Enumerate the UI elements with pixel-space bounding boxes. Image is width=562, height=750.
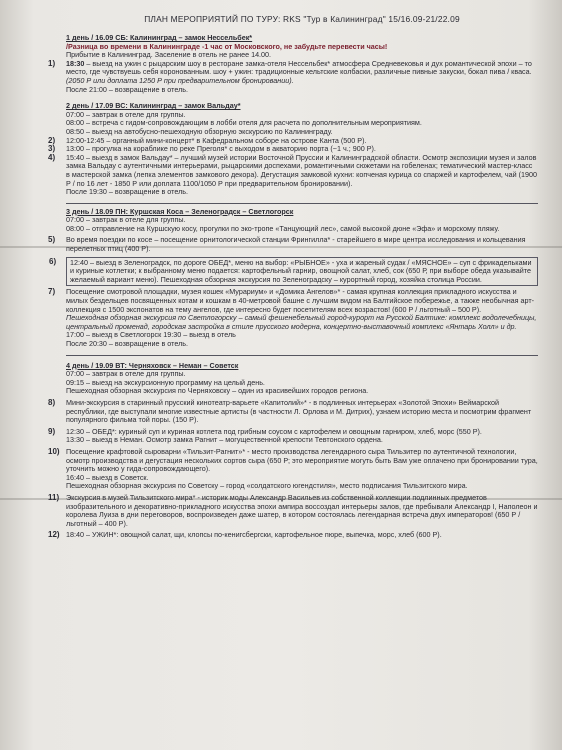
day4-item-12 <box>48 530 538 540</box>
item-number: 3) <box>48 144 56 154</box>
day3-line1: 07:00 – завтрак в отеле для группы. <box>66 215 186 225</box>
day4-neman: 13:30 – выезд в Неман. Осмотр замка Рагнит – могущественной крепости Тевтонского ордена. <box>66 435 383 445</box>
day3-item-5 <box>48 235 538 254</box>
item-text: Мини-экскурсия в старинный прусский кинотеатр-варьете «Капитолий»* - в подлинных интерьерах «Золотой Эпохи» Веймарской республики, где выступали многие известные артисты (в частности Л. Орлова и М. Дитрих), узнаем историю места и посмотрим фрагмент популярного фильма той поры. (150 Р). <box>66 397 532 425</box>
item-text: 12:30 – ОБЕД*: куриный суп и куриная котлета под грибным соусом с картофелем и овощным гарниром, хлеб, морс (550 Р). <box>66 426 482 436</box>
item-number: 2) <box>48 135 56 145</box>
day4-sovetsk: 16:40 – выезд в Советск. <box>66 472 149 482</box>
item-text: Посещение смотровой площадки, музея кошек «Мурариум» и «Домика Ангелов»* - самая крупная коллекция прикладного искусства и милых бездельцев посвященных котам и кошкам в 40-метровой башне с лучшим видом на Балтийское побережье, а также необычная арт-коллекция с 1500 экспонатов на тему ангелов, где интересно будет посетителям всех возрастов! (600 Р / льготный – 500 Р). <box>66 287 535 314</box>
day4-item-11 <box>48 492 538 528</box>
day2-line3: 08:50 – выезд на автобусно-пешеходную обзорную экскурсию по Калининграду. <box>66 126 333 136</box>
day3-line2: 08:00 – отправление на Куршскую косу, прогулки по эко-тропе «Танцующий лес», самой высокой дюне «Эфа» и морскому пляжу. <box>66 223 500 233</box>
item-number: 11) <box>48 492 60 502</box>
section-divider <box>66 355 538 356</box>
item-text: Во время поездки по косе – посещение орнитологической станции Фрингилла* - старейшего в мире центра исследования и кольцевания перелетных птиц (400 Р). <box>66 235 526 254</box>
day1-return: После 21:00 – возвращение в отель. <box>66 84 189 94</box>
item-text: 18:40 – УЖИН*: овощной салат, щи, клопсы по-кенигсбергски, картофельное пюре, выпечка, морс, хлеб (600 Р). <box>66 530 442 540</box>
document-body <box>48 14 538 540</box>
document-title: ПЛАН МЕРОПРИЯТИЙ ПО ТУРУ: RKS "Тур в Калининград" 15/16.09-21/22.09 <box>144 14 460 24</box>
item-text: 12:00-12:45 – органный мини-концерт* в Кафедральном соборе на острове Канта (500 Р). <box>66 135 367 145</box>
day3-heading: 3 день / 18.09 ПН: Куршская Коса – Зеленоградск – Светлогорск <box>66 206 294 216</box>
day4-item-10 <box>48 446 538 474</box>
item-number: 5) <box>48 235 56 245</box>
day2-item-4 <box>48 152 538 188</box>
day3-item-6 <box>49 256 538 287</box>
item-text: – выезд на ужин с рыцарским шоу в ресторане замка-отеля Нессельбек* атмосфера Средневековья и дух романтической эпохи – то место, где чувствуешь себя коронованным. шоу + ужин: традиционные кельтские колбаски, различные пивные закуски, бокал пива / кваса. <box>66 58 532 77</box>
day4-item-8 <box>48 397 538 425</box>
item-text: Экскурсия в музей Тильзитского мира* - историк моды Александр Васильев из собственной коллекции подлинных предметов изобразительного и декоративно-прикладного искусства эпохи ампира воссоздал интерьеры залов, где пребывали Александр I, Наполеон и королева Луиза в дни переговоров, воспроизведен даже шатер, в котором состоялась легендарная встреча двух императоров! (650 Р / льготный – 400 Р). <box>66 492 538 528</box>
day4-tour: Пешеходная обзорная экскурсия по Советску – город «солдатского югендстиля», место подписания Тильзитского мира. <box>66 481 468 491</box>
day1-note: /Разница во времени в Калининграде -1 час от Московского, не забудьте перевести часы! <box>66 41 388 51</box>
section-divider <box>66 203 538 204</box>
item-number: 8) <box>48 397 56 407</box>
day1-arrival: Прибытие в Калининград. Заселение в отель не ранее 14.00. <box>66 50 272 60</box>
day4-line3: Пешеходная обзорная экскурсия по Черняховску – один из красивейших городов региона. <box>66 386 369 396</box>
item-number: 4) <box>48 152 56 162</box>
item-number: 7) <box>48 287 56 297</box>
day2-line1: 07:00 – завтрак в отеле для группы. <box>66 109 186 119</box>
item-time: 18:30 <box>66 58 85 68</box>
day2-return: После 19:30 – возвращение в отель. <box>66 187 189 197</box>
item-text: 13:00 – прогулка на кораблике по реке Преголя* с выходом в акваторию порта (~1 ч.; 900 Р). <box>66 144 376 154</box>
day1-price: (2050 Р или доплата 1250 Р при предварительном бронировании). <box>66 75 294 85</box>
item-number: 6) <box>49 256 57 266</box>
day3-return: После 20:30 – возвращение в отель. <box>66 339 189 348</box>
day1-heading: 1 день / 16.09 СБ: Калининград – замок Нессельбек* <box>66 33 253 42</box>
item-number: 9) <box>48 426 56 436</box>
item-number: 12) <box>48 530 60 540</box>
day2-heading: 2 день / 17.09 ВС: Калининград – замок Вальдау* <box>66 101 241 111</box>
day3-svetlogorsk: Пешеходная обзорная экскурсия по Светлогорску – самый фешенебельный город-курорт на Русской Балтике: комплекс водолечебницы, центральный променад, городская застройка в стиле прусского модерна, концертно-выставочный комплекс «Янтарь Холл» и др. <box>66 313 537 331</box>
day3-depart: 17:00 – выезд в Светлогорск 19:30 – выезд в отель <box>66 330 236 340</box>
item-text: 12:40 – выезд в Зеленоградск, по дороге ОБЕД*, меню на выбор: «РЫБНОЕ» - уха и жареный судак / «МЯСНОЕ» – суп с фрикадельками и куриные котлетки; к выбранному меню подается: картофельный гарнир, овощной салат, хлеб, сок (650 Р, при выборе обеда указывайте желаемый вариант меню). Пешеходная обзорная экскурсия по Зеленоградску – курортный город, хозяйка столица России. <box>70 257 532 284</box>
day1-item-1 <box>48 58 538 77</box>
day4-line2: 09:15 – выезд на экскурсионную программу на целый день. <box>66 377 265 387</box>
item-text: Посещение крафтовой сыроварни «Тильзит-Рагнит»* - место производства легендарного сыра Тильзитер по аутентичной технологии, осмотр производства и дегустация нескольких сортов сыра (650 Р; это мероприятие могуть быть Вам уже оплачено при бронировании тура, уточнить можно у гида-сопровождающего). <box>66 446 538 474</box>
item-text: 15:40 – выезд в замок Вальдау* – лучший музей истории Восточной Пруссии и Калининградской области. Осмотр экспозиции музея и залов замка Вальдау с аутентичными интерьерами, рыцарскими доспехами, романтичными сюжетами на гобеленах; тематический мастер-класс в мастерской замка (лепка элементов замкового декора). Дегустация замковой кухни: копченая курица со спаржей и картофелем, чай (1900 Р / по 16 лет - 1850 Р или доплата 1100/1050 Р при предварительном бронировании). <box>66 152 538 188</box>
day4-item-9 <box>48 426 538 437</box>
item-number: 1) <box>48 58 56 68</box>
day4-line1: 07:00 – завтрак в отеле для группы. <box>66 369 186 379</box>
item-number: 10) <box>48 446 60 456</box>
day2-line2: 08:00 – встреча с гидом-сопровождающим в лобби отеля для расчета по дополнительным мероприятиям. <box>66 118 422 128</box>
day4-heading: 4 день / 19.09 ВТ: Черняховск – Неман – Советск <box>66 360 239 370</box>
day3-item-7 <box>48 287 538 314</box>
